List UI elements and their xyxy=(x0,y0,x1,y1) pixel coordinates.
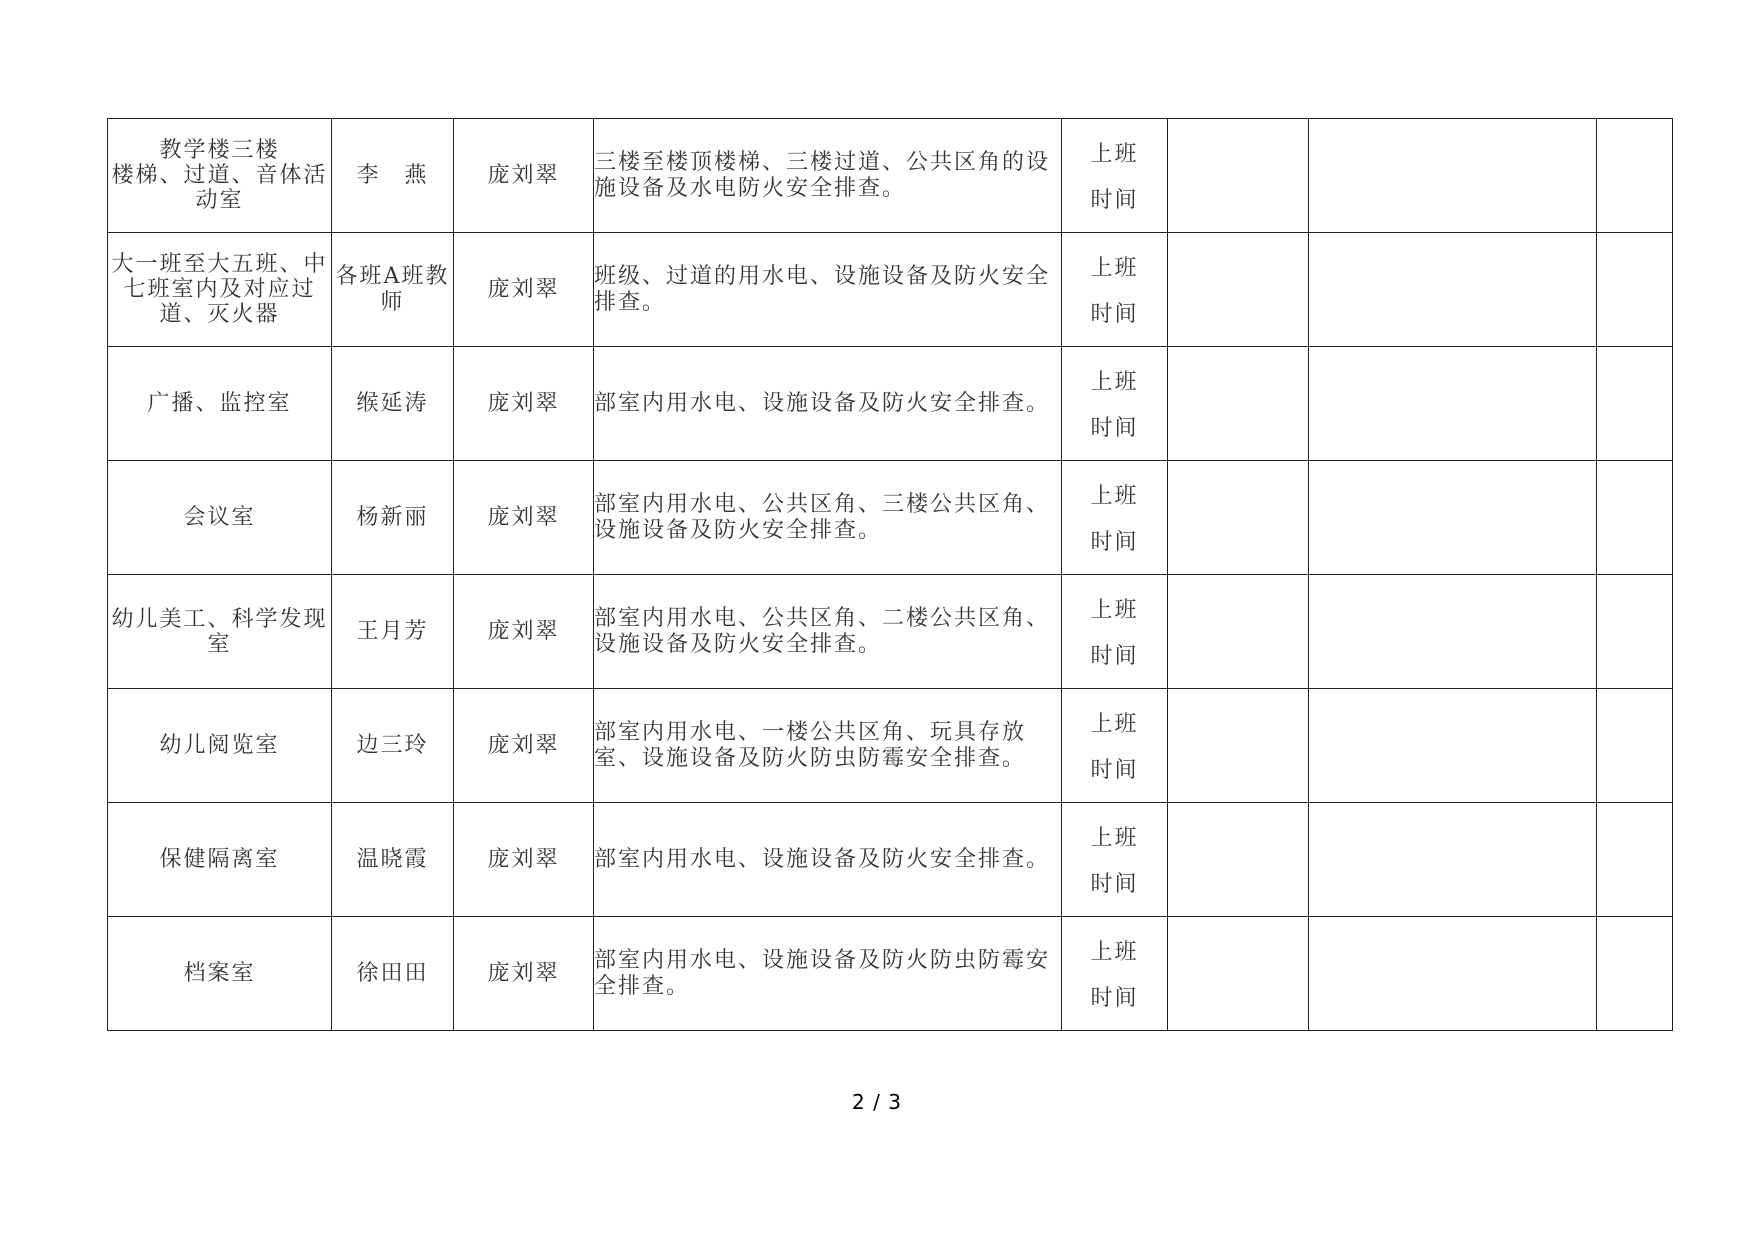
area-cell xyxy=(108,575,332,689)
area-text: 幼儿阅览室 xyxy=(159,733,280,758)
inspection-content-text: 部室内用水电、设施设备及防火防虫防霉安全排查。 xyxy=(594,947,1051,999)
inspection-content-text: 部室内用水电、公共区角、三楼公共区角、设施设备及防火安全排查。 xyxy=(594,491,1051,543)
inspection-content-cell xyxy=(594,233,1062,347)
inspection-content-text: 班级、过道的用水电、设施设备及防火安全排查。 xyxy=(594,263,1051,315)
area-cell xyxy=(108,119,332,233)
inspection-content-cell xyxy=(594,803,1062,917)
blank-cell xyxy=(1597,803,1673,917)
supervisor-cell: 庞刘翠 xyxy=(454,917,594,1031)
inspection-content-cell xyxy=(594,119,1062,233)
blank-cell xyxy=(1168,575,1309,689)
inspection-time-cell xyxy=(1062,461,1168,575)
blank-cell xyxy=(1597,119,1673,233)
area-text: 幼儿美工、科学发现室 xyxy=(111,606,328,657)
blank-cell xyxy=(1309,689,1597,803)
area-text: 广播、监控室 xyxy=(147,391,292,416)
table-row xyxy=(108,233,1673,347)
responsible-person-cell xyxy=(332,233,454,347)
inspection-time-cell xyxy=(1062,917,1168,1031)
table-row xyxy=(108,347,1673,461)
inspection-time-text: 上班 时间 xyxy=(1090,825,1139,897)
inspection-time-cell xyxy=(1062,347,1168,461)
blank-cell xyxy=(1168,461,1309,575)
supervisor-cell: 庞刘翠 xyxy=(454,119,594,233)
area-cell xyxy=(108,917,332,1031)
page-number: 2 / 3 xyxy=(852,1090,902,1114)
blank-cell xyxy=(1309,347,1597,461)
area-cell xyxy=(108,803,332,917)
blank-cell xyxy=(1309,917,1597,1031)
blank-cell xyxy=(1309,461,1597,575)
blank-cell xyxy=(1168,803,1309,917)
table-body xyxy=(108,119,1673,1031)
blank-cell xyxy=(1309,575,1597,689)
table-row xyxy=(108,119,1673,233)
area-text: 教学楼三楼 楼梯、过道、音体活动室 xyxy=(111,138,328,213)
table-row xyxy=(108,917,1673,1031)
area-text: 大一班至大五班、中七班室内及对应过道、灭火器 xyxy=(111,252,328,327)
inspection-time-text: 上班 时间 xyxy=(1090,939,1139,1011)
inspection-content-text: 三楼至楼顶楼梯、三楼过道、公共区角的设施设备及水电防火安全排查。 xyxy=(594,149,1051,201)
inspection-time-cell xyxy=(1062,689,1168,803)
table-row xyxy=(108,461,1673,575)
area-cell xyxy=(108,347,332,461)
responsible-person-text: 各班A班教师 xyxy=(335,263,450,315)
inspection-content-text: 部室内用水电、设施设备及防火安全排查。 xyxy=(594,846,1051,872)
responsible-person-cell: 李 燕 xyxy=(332,119,454,233)
blank-cell xyxy=(1597,461,1673,575)
inspection-time-cell xyxy=(1062,233,1168,347)
inspection-time-text: 上班 时间 xyxy=(1090,369,1139,441)
inspection-time-cell xyxy=(1062,575,1168,689)
responsible-person-cell: 徐田田 xyxy=(332,917,454,1031)
responsible-person-cell: 王月芳 xyxy=(332,575,454,689)
area-cell xyxy=(108,689,332,803)
supervisor-cell: 庞刘翠 xyxy=(454,803,594,917)
area-cell xyxy=(108,233,332,347)
inspection-time-cell xyxy=(1062,803,1168,917)
blank-cell xyxy=(1597,575,1673,689)
blank-cell xyxy=(1168,689,1309,803)
inspection-time-cell xyxy=(1062,119,1168,233)
inspection-content-text: 部室内用水电、设施设备及防火安全排查。 xyxy=(594,390,1051,416)
blank-cell xyxy=(1597,233,1673,347)
safety-inspection-table xyxy=(107,118,1673,1031)
table-row xyxy=(108,803,1673,917)
supervisor-cell: 庞刘翠 xyxy=(454,461,594,575)
responsible-person-cell: 缑延涛 xyxy=(332,347,454,461)
inspection-content-cell xyxy=(594,461,1062,575)
blank-cell xyxy=(1597,347,1673,461)
inspection-content-cell xyxy=(594,575,1062,689)
area-cell xyxy=(108,461,332,575)
supervisor-cell: 庞刘翠 xyxy=(454,347,594,461)
area-text: 保健隔离室 xyxy=(159,847,280,872)
inspection-time-text: 上班 时间 xyxy=(1090,597,1139,669)
blank-cell xyxy=(1309,803,1597,917)
inspection-time-text: 上班 时间 xyxy=(1090,141,1139,213)
supervisor-cell: 庞刘翠 xyxy=(454,233,594,347)
table-row xyxy=(108,689,1673,803)
blank-cell xyxy=(1168,917,1309,1031)
responsible-person-cell: 温晓霞 xyxy=(332,803,454,917)
inspection-content-cell xyxy=(594,917,1062,1031)
inspection-time-text: 上班 时间 xyxy=(1090,711,1139,783)
blank-cell xyxy=(1597,917,1673,1031)
blank-cell xyxy=(1168,347,1309,461)
area-text: 会议室 xyxy=(183,505,256,530)
inspection-time-text: 上班 时间 xyxy=(1090,255,1139,327)
inspection-content-cell xyxy=(594,347,1062,461)
responsible-person-cell: 杨新丽 xyxy=(332,461,454,575)
blank-cell xyxy=(1168,119,1309,233)
blank-cell xyxy=(1597,689,1673,803)
supervisor-cell: 庞刘翠 xyxy=(454,689,594,803)
area-text: 档案室 xyxy=(183,961,256,986)
supervisor-cell: 庞刘翠 xyxy=(454,575,594,689)
table-row xyxy=(108,575,1673,689)
blank-cell xyxy=(1168,233,1309,347)
inspection-time-text: 上班 时间 xyxy=(1090,483,1139,555)
inspection-content-text: 部室内用水电、一楼公共区角、玩具存放室、设施设备及防火防虫防霉安全排查。 xyxy=(594,719,1027,771)
inspection-content-cell xyxy=(594,689,1062,803)
blank-cell xyxy=(1309,233,1597,347)
responsible-person-cell: 边三玲 xyxy=(332,689,454,803)
blank-cell xyxy=(1309,119,1597,233)
inspection-content-text: 部室内用水电、公共区角、二楼公共区角、设施设备及防火安全排查。 xyxy=(594,605,1051,657)
